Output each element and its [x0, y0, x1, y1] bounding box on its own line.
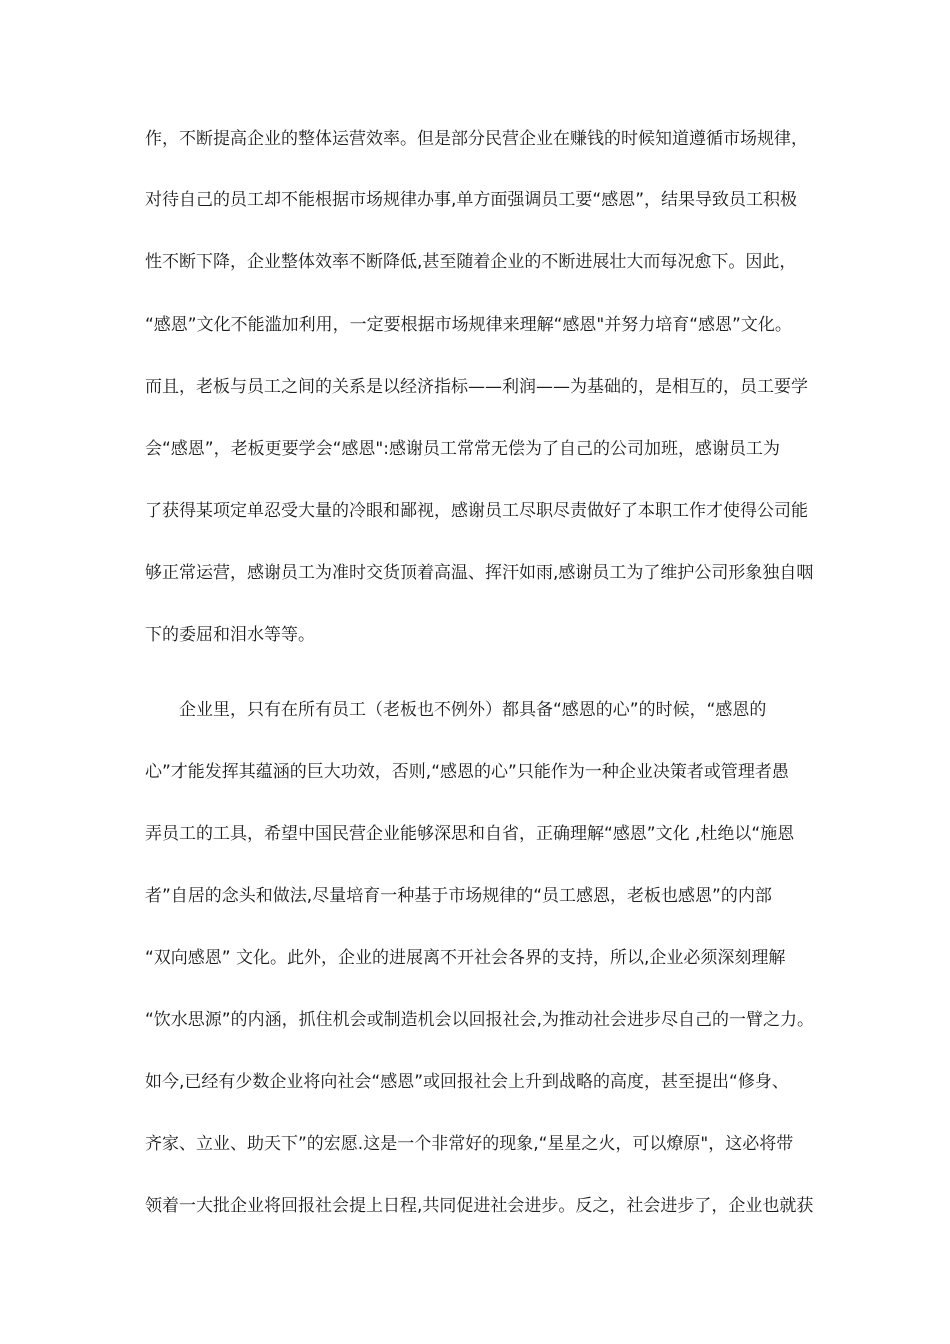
paragraph-line: 弄员工的工具，希望中国民营企业能够深思和自省，正确理解“感恩”文化 ,杜绝以“施恩 [145, 824, 795, 844]
paragraph-line: 心”才能发挥其蕴涵的巨大功效，否则,“感恩的心”只能作为一种企业决策者或管理者愚 [145, 762, 789, 782]
paragraph-line: 对待自己的员工却不能根据市场规律办事,单方面强调员工要“感恩”，结果导致员工积极 [145, 190, 798, 210]
paragraph-line: 企业里，只有在所有员工（老板也不例外）都具备“感恩的心”的时候，“感恩的 [179, 700, 767, 720]
paragraph-line: “饮水思源”的内涵，抓住机会或制造机会以回报社会,为推动社会进步尽自己的一臂之力。 [145, 1010, 815, 1030]
paragraph-line: 够正常运营，感谢员工为准时交货顶着高温、挥汗如雨,感谢员工为了维护公司形象独自咽 [145, 563, 814, 583]
paragraph-line: 者”自居的念头和做法,尽量培育一种基于市场规律的“员工感恩，老板也感恩”的内部 [145, 886, 772, 906]
paragraph-line: 领着一大批企业将回报社会提上日程,共同促进社会进步。反之，社会进步了，企业也就获 [145, 1196, 814, 1216]
paragraph-line: 会“感恩”，老板更要学会“感恩":感谢员工常常无偿为了自己的公司加班，感谢员工为 [145, 439, 780, 459]
paragraph-line: 下的委屈和泪水等等。 [145, 625, 315, 645]
paragraph-line: “双向感恩” 文化。此外，企业的进展离不开社会各界的支持，所以,企业必须深刻理解 [145, 948, 786, 968]
paragraph-line: 如今,已经有少数企业将向社会“感恩”或回报社会上升到战略的高度，甚至提出“修身、 [145, 1072, 789, 1092]
paragraph-line: 而且，老板与员工之间的关系是以经济指标——利润——为基础的，是相互的，员工要学 [145, 377, 808, 397]
paragraph-line: 作，不断提高企业的整体运营效率。但是部分民营企业在赚钱的时候知道遵循市场规律， [145, 129, 808, 149]
paragraph-line: 齐家、立业、助天下”的宏愿.这是一个非常好的现象,“星星之火，可以燎原"，这必将带 [145, 1134, 794, 1154]
paragraph-line: “感恩”文化不能滥加利用，一定要根据市场规律来理解“感恩"并努力培育“感恩”文化。 [145, 315, 792, 335]
paragraph-line: 了获得某项定单忍受大量的冷眼和鄙视，感谢员工尽职尽责做好了本职工作才使得公司能 [145, 501, 808, 521]
paragraph-line: 性不断下降，企业整体效率不断降低,甚至随着企业的不断进展壮大而每况愈下。因此， [145, 252, 797, 272]
